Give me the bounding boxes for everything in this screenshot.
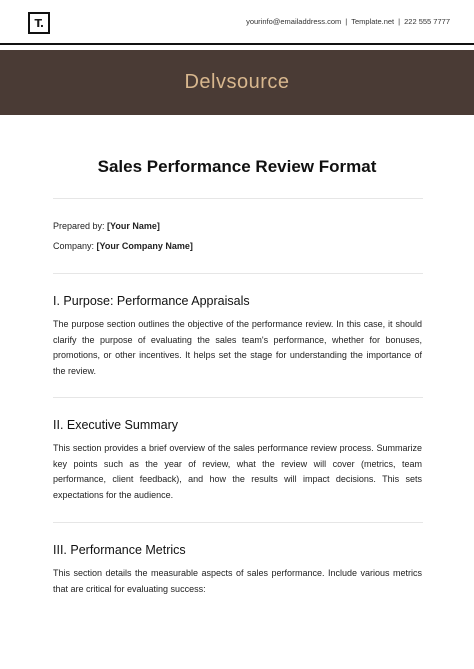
section-body-executive-summary: This section provides a brief overview of the sales performance review process. Summarize key points such as the year of review, what the review will cover (metrics, team performance, client feedback), and how the results will impact decisions. This sets expectations for the audience.: [53, 443, 422, 500]
company-label: Company:: [53, 241, 95, 251]
header-rule: [0, 43, 474, 45]
company-name: Delvsource: [184, 71, 290, 93]
section-body-purpose: The purpose section outlines the objective of the performance review. In this case, it should clarify the purpose of evaluating the sales team's performance, whether for bonuses, promotions, or other incentives. It helps set the stage for understanding the importance of the review.: [53, 319, 422, 376]
contact-phone: 222 555 7777: [404, 17, 450, 26]
divider: [53, 273, 423, 274]
prepared-by-line: [53, 221, 160, 231]
document-title: Sales Performance Review Format: [97, 157, 377, 176]
company-value: [Your Company Name]: [96, 241, 193, 251]
prepared-by-value: [Your Name]: [107, 221, 160, 231]
document-header: [0, 0, 474, 44]
section-heading-performance-metrics: III. Performance Metrics: [53, 543, 186, 557]
contact-website: Template.net: [351, 17, 395, 26]
contact-separator: |: [398, 17, 401, 26]
contact-info: [246, 17, 450, 26]
section-body-performance-metrics: This section details the measurable aspects of sales performance. Include various metrics that are critical for evaluating success:: [53, 568, 422, 594]
prepared-by-label: Prepared by:: [53, 221, 105, 231]
section-heading-purpose: I. Purpose: Performance Appraisals: [53, 294, 250, 308]
company-banner: [0, 50, 474, 115]
section-heading-executive-summary: II. Executive Summary: [53, 418, 179, 432]
contact-email: yourinfo@emailaddress.com: [246, 17, 342, 26]
contact-separator: |: [345, 17, 348, 26]
divider: [53, 522, 423, 523]
divider: [53, 198, 423, 199]
company-line: [53, 241, 193, 251]
divider: [53, 397, 423, 398]
template-logo: T.: [28, 12, 50, 34]
